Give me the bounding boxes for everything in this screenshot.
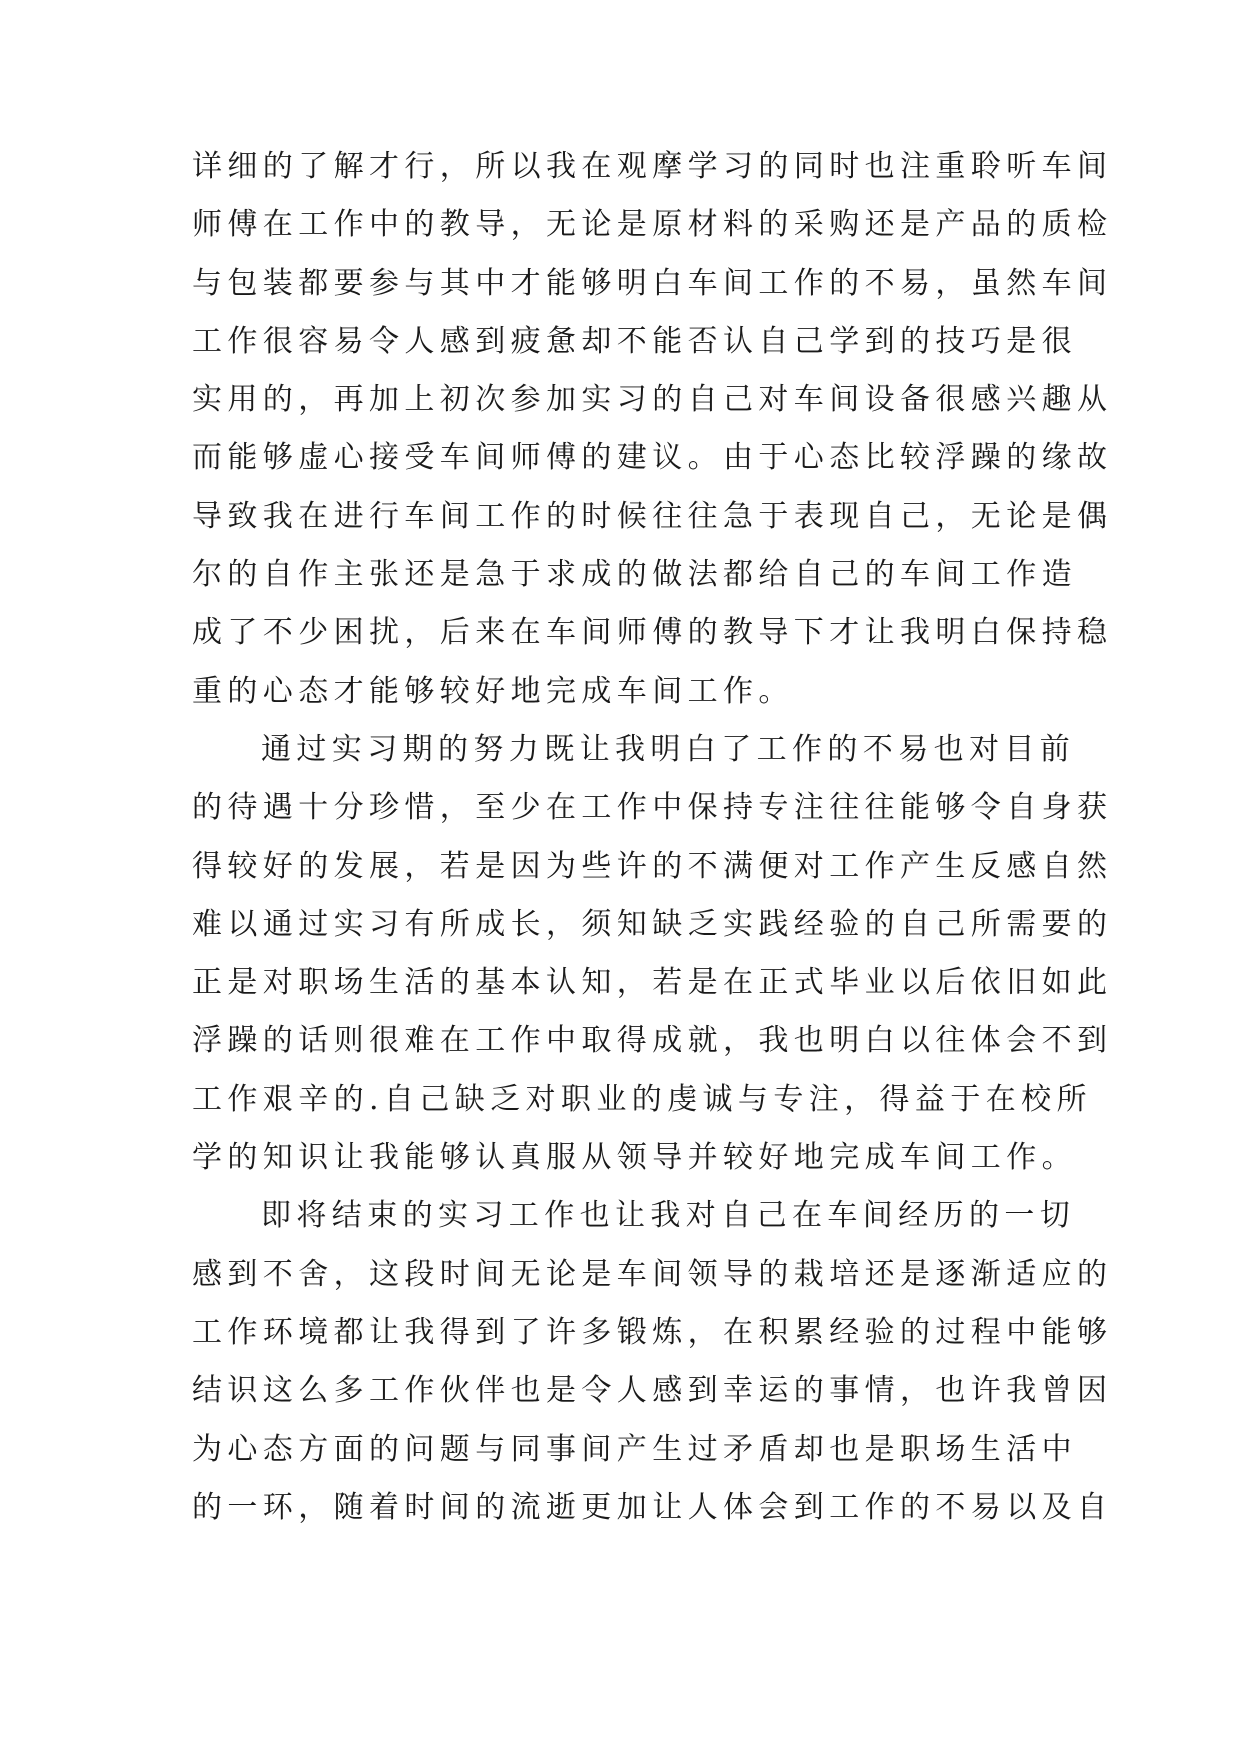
text-line: 得较好的发展，若是因为些许的不满便对工作产生反感自然 [192, 848, 1113, 884]
text-line: 难以通过实习有所成长，须知缺乏实践经验的自己所需要的 [192, 906, 1113, 942]
text-line: 学的知识让我能够认真服从领导并较好地完成车间工作。 [192, 1140, 1077, 1176]
text-line: 重的心态才能够较好地完成车间工作。 [192, 673, 794, 709]
text-line: 实用的，再加上初次参加实习的自己对车间设备很感兴趣从 [192, 382, 1113, 418]
text-line: 导致我在进行车间工作的时候往往急于表现自己，无论是偶 [192, 498, 1113, 534]
text-line: 工作环境都让我得到了许多锻炼，在积累经验的过程中能够 [192, 1314, 1113, 1350]
text-line: 详细的了解才行，所以我在观摩学习的同时也注重聆听车间 [192, 149, 1113, 184]
text-line: 工作很容易令人感到疲惫却不能否认自己学到的技巧是很 [192, 323, 1077, 359]
text-line: 感到不舍，这段时间无论是车间领导的栽培还是逐渐适应的 [192, 1256, 1113, 1292]
text-line: 为心态方面的问题与同事间产生过矛盾却也是职场生活中 [192, 1431, 1077, 1467]
text-line: 结识这么多工作伙伴也是令人感到幸运的事情，也许我曾因 [192, 1373, 1113, 1409]
text-line: 的待遇十分珍惜，至少在工作中保持专注往往能够令自身获 [192, 790, 1113, 826]
text-line: 师傅在工作中的教导，无论是原材料的采购还是产品的质检 [192, 207, 1113, 243]
text-line: 的一环，随着时间的流逝更加让人体会到工作的不易以及自 [192, 1489, 1113, 1525]
text-line: 正是对职场生活的基本认知，若是在正式毕业以后依旧如此 [192, 965, 1113, 1001]
text-line: 浮躁的话则很难在工作中取得成就，我也明白以往体会不到 [192, 1023, 1113, 1059]
text-line: 而能够虚心接受车间师傅的建议。由于心态比较浮躁的缘故 [192, 440, 1113, 476]
text-line: 与包装都要参与其中才能够明白车间工作的不易，虽然车间 [192, 265, 1113, 301]
paragraph-start-line: 即将结束的实习工作也让我对自己在车间经历的一切 [261, 1198, 1076, 1234]
body-text [192, 138, 1113, 1537]
text-line: 成了不少困扰，后来在车间师傅的教导下才让我明白保持稳 [192, 615, 1113, 651]
paragraph-start-line: 通过实习期的努力既让我明白了工作的不易也对目前 [261, 731, 1076, 767]
text-line: 工作艰辛的.自己缺乏对职业的虔诚与专注，得益于在校所 [192, 1081, 1092, 1117]
text-line: 尔的自作主张还是急于求成的做法都给自己的车间工作造 [192, 557, 1077, 593]
